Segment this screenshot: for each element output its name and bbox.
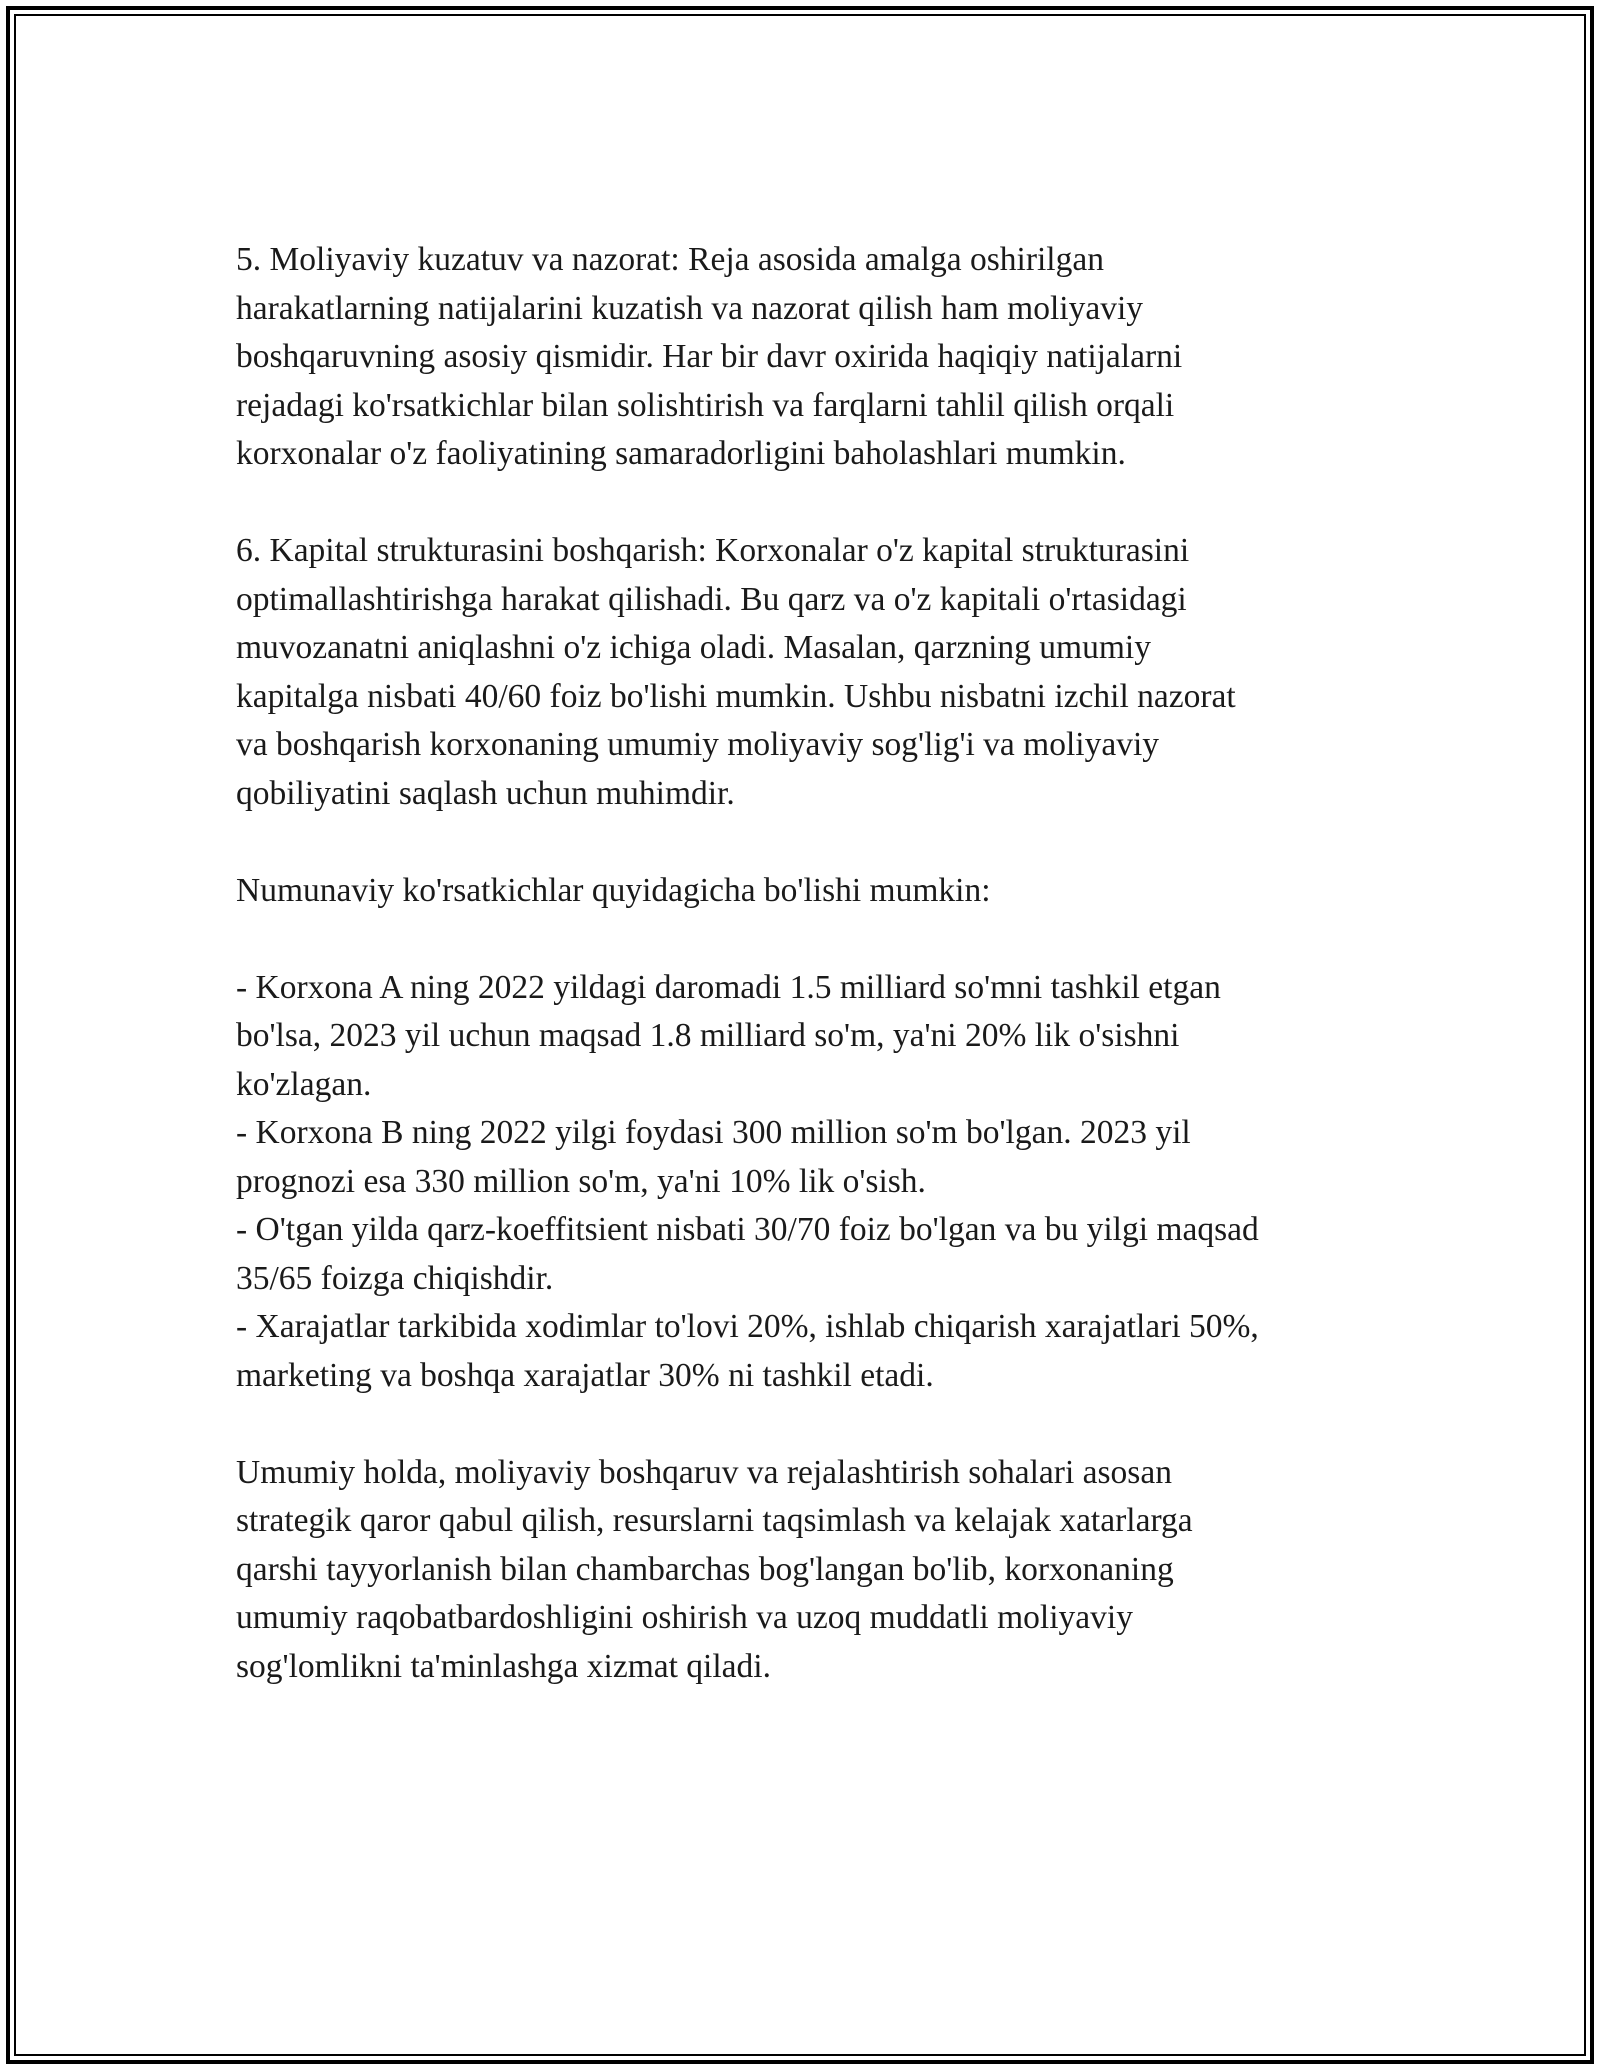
text-line: sog'lomlikni ta'minlashga xizmat qiladi. xyxy=(236,1647,771,1685)
list-item xyxy=(236,1303,1386,1400)
text-line: prognozi esa 330 million so'm, ya'ni 10% lik o'sish. xyxy=(236,1162,926,1200)
text-line: bo'lsa, 2023 yil uchun maqsad 1.8 milliard so'm, ya'ni 20% lik o'sishni xyxy=(236,1017,1180,1054)
text-line: marketing va boshqa xarajatlar 30% ni tashkil etadi. xyxy=(236,1356,934,1394)
text-line: muvozanatni aniqlashni o'z ichiga oladi. Masalan, qarzning umumiy xyxy=(236,629,1151,666)
paragraph-financial-monitoring xyxy=(236,236,1386,479)
text-line: optimallashtirishga harakat qilishadi. Bu qarz va o'z kapitali o'rtasidagi xyxy=(236,580,1187,618)
text-line: va boshqarish korxonaning umumiy moliyaviy sog'lig'i va moliyaviy xyxy=(236,726,1160,763)
text-line: korxonalar o'z faoliyatining samaradorligini baholashlari mumkin. xyxy=(236,435,1126,472)
text-line: - O'tgan yilda qarz-koeffitsient nisbati 30/70 foiz bo'lgan va bu yilgi maqsad xyxy=(236,1211,1259,1248)
text-line: Umumiy holda, moliyaviy boshqaruv va rejalashtirish sohalari asosan xyxy=(236,1453,1172,1491)
text-line: umumiy raqobatbardoshligini oshirish va uzoq muddatli moliyaviy xyxy=(236,1599,1133,1636)
text-line: - Korxona A ning 2022 yildagi daromadi 1.5 milliard so'mni tashkil etgan xyxy=(236,968,1221,1006)
document-body xyxy=(236,236,1386,1740)
text-line: qarshi tayyorlanish bilan chambarchas bog'langan bo'lib, korxonaning xyxy=(236,1550,1174,1588)
indicator-list xyxy=(236,964,1386,1401)
list-item xyxy=(236,964,1386,1110)
text-line: harakatlarning natijalarini kuzatish va nazorat qilish ham moliyaviy xyxy=(236,289,1144,327)
text-line: - Xarajatlar tarkibida xodimlar to'lovi 20%, ishlab chiqarish xarajatlari 50%, xyxy=(236,1308,1259,1345)
text-line: Numunaviy ko'rsatkichlar quyidagicha bo'lishi mumkin: xyxy=(236,871,991,909)
text-line: ko'zlagan. xyxy=(236,1065,372,1103)
text-line: - Korxona B ning 2022 yilgi foydasi 300 million so'm bo'lgan. 2023 yil xyxy=(236,1114,1191,1151)
text-line: 5. Moliyaviy kuzatuv va nazorat: Reja asosida amalga oshirilgan xyxy=(236,241,1104,278)
text-line: 35/65 foizga chiqishdir. xyxy=(236,1259,554,1297)
text-line: strategik qaror qabul qilish, resurslarni taqsimlash va kelajak xatarlarga xyxy=(236,1502,1193,1539)
text-line: 6. Kapital strukturasini boshqarish: Korxonalar o'z kapital strukturasini xyxy=(236,532,1190,569)
paragraph-conclusion xyxy=(236,1449,1386,1692)
list-item xyxy=(236,1206,1386,1303)
text-line: rejadagi ko'rsatkichlar bilan solishtirish va farqlarni tahlil qilish orqali xyxy=(236,386,1175,424)
paragraph-sample-indicators-intro xyxy=(236,867,1386,916)
text-line: boshqaruvning asosiy qismidir. Har bir davr oxirida haqiqiy natijalarni xyxy=(236,338,1183,375)
paragraph-capital-structure xyxy=(236,527,1386,818)
text-line: kapitalga nisbati 40/60 foiz bo'lishi mumkin. Ushbu nisbatni izchil nazorat xyxy=(236,677,1236,715)
text-line: qobiliyatini saqlash uchun muhimdir. xyxy=(236,774,735,812)
list-item xyxy=(236,1109,1386,1206)
